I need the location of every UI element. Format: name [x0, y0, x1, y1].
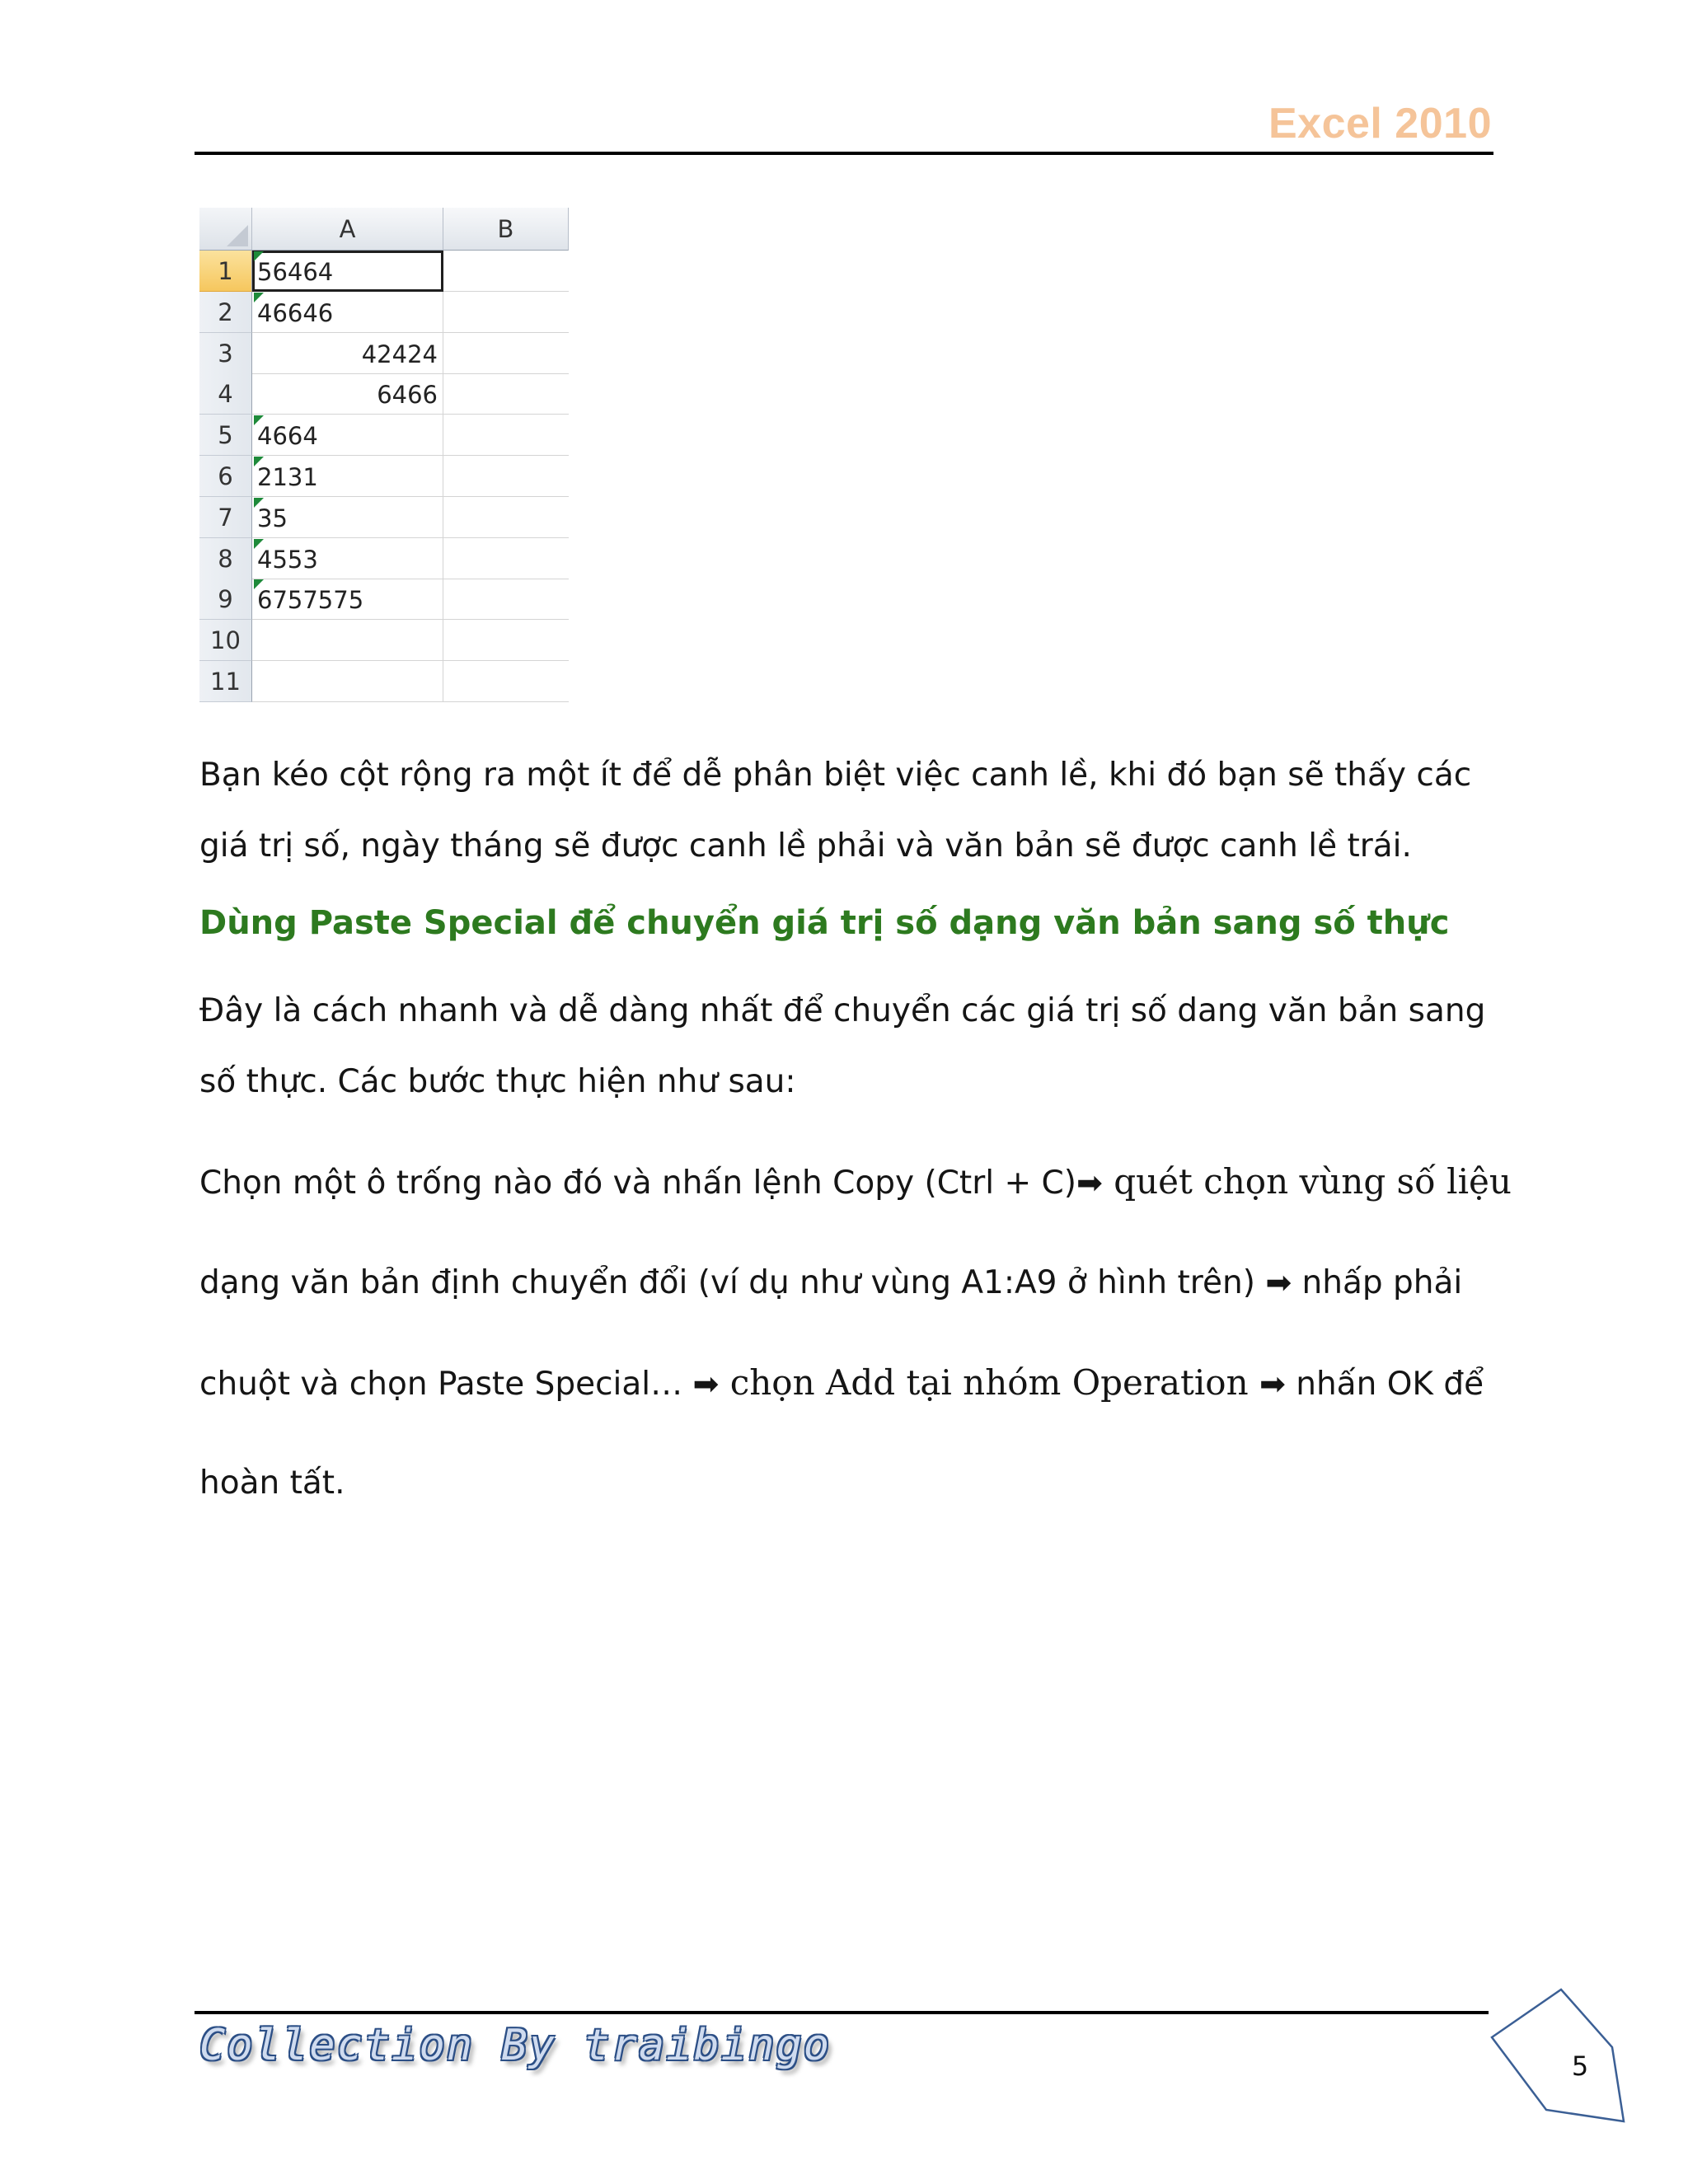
- steps-line-1: [199, 1149, 1518, 1249]
- cell-a: 42424: [252, 333, 443, 374]
- row-header: 7: [199, 497, 252, 538]
- arrow-right-icon: ➡: [1265, 1264, 1292, 1301]
- header-divider: [195, 152, 1493, 155]
- cell-b: [443, 373, 569, 415]
- cell-a: 46646: [252, 292, 443, 333]
- text-number-indicator-icon: [254, 498, 264, 508]
- steps-line-2: [199, 1249, 1518, 1350]
- row-header: 10: [199, 620, 252, 661]
- row-header: 9: [199, 579, 252, 620]
- steps-text-serif: chọn Add tại nhóm Operation: [719, 1362, 1259, 1403]
- select-all-corner: [199, 208, 252, 251]
- arrow-right-icon: ➡: [1076, 1165, 1103, 1201]
- sheet-row: [199, 251, 569, 292]
- steps-paragraph: [199, 1149, 1518, 1516]
- arrow-right-icon: ➡: [1259, 1366, 1286, 1402]
- row-header: 1: [199, 251, 252, 292]
- cell-b: [443, 333, 569, 374]
- section-heading-paste-special: Dùng Paste Special để chuyển giá trị số dạng văn bản sang số thực: [199, 904, 1450, 942]
- steps-text: dạng văn bản định chuyển đổi (ví dụ như vùng A1:A9 ở hình trên): [199, 1264, 1266, 1301]
- sheet-row: [199, 538, 569, 579]
- steps-text-serif: quét chọn vùng số liệu: [1102, 1161, 1512, 1202]
- sheet-row: [199, 579, 569, 620]
- sheet-row: [199, 373, 569, 415]
- document-header-title: Excel 2010: [1268, 100, 1492, 148]
- paragraph-column-alignment: Bạn kéo cột rộng ra một ít để dễ phân biệt việc canh lề, khi đó bạn sẽ thấy các giá trị số, ngày tháng sẽ được canh lề phải và văn bản sẽ được canh lề trái.: [199, 757, 1472, 865]
- steps-text: hoàn tất.: [199, 1465, 345, 1502]
- steps-text: Chọn một ô trống nào đó và nhấn lệnh Copy (Ctrl + C): [199, 1165, 1077, 1202]
- cell-a: 4553: [252, 538, 443, 579]
- cell-a: 6466: [252, 373, 443, 415]
- row-header: 8: [199, 538, 252, 579]
- text-number-indicator-icon: [254, 579, 264, 589]
- cell-a: 2131: [252, 456, 443, 497]
- steps-line-4: [199, 1451, 1518, 1516]
- sheet-row: [199, 456, 569, 497]
- footer-divider: [195, 2011, 1489, 2014]
- sheet-row: [199, 292, 569, 333]
- sheet-row: [199, 497, 569, 538]
- steps-text: chuột và chọn Paste Special…: [199, 1366, 693, 1403]
- row-header: 4: [199, 373, 252, 415]
- sheet-row: [199, 415, 569, 456]
- row-header: 3: [199, 333, 252, 374]
- row-header: 5: [199, 415, 252, 456]
- cell-a: 6757575: [252, 579, 443, 620]
- arrow-right-icon: ➡: [692, 1366, 720, 1402]
- text-number-indicator-icon: [254, 457, 264, 466]
- text-number-indicator-icon: [254, 251, 264, 261]
- sheet-row: [199, 661, 569, 702]
- cell-b: [443, 538, 569, 579]
- text-number-indicator-icon: [254, 539, 264, 549]
- cell-b: [443, 661, 569, 702]
- spreadsheet-screenshot: [199, 208, 569, 702]
- cell-a: [252, 620, 443, 661]
- cell-a: [252, 661, 443, 702]
- cell-b: [443, 579, 569, 620]
- row-header: 2: [199, 292, 252, 333]
- row-header: 6: [199, 456, 252, 497]
- text-number-indicator-icon: [254, 293, 264, 302]
- row-header: 11: [199, 661, 252, 702]
- steps-line-3: [199, 1350, 1518, 1451]
- sheet-row: [199, 333, 569, 374]
- cell-b: [443, 415, 569, 456]
- cell-b: [443, 251, 569, 292]
- sheet-row: [199, 620, 569, 661]
- column-header-b: B: [443, 208, 569, 251]
- cell-b: [443, 620, 569, 661]
- cell-a: 56464: [252, 251, 443, 292]
- steps-text: nhấp phải: [1292, 1264, 1463, 1301]
- text-number-indicator-icon: [254, 415, 264, 425]
- page-number-pentagon-icon: [1489, 1986, 1627, 2126]
- cell-b: [443, 292, 569, 333]
- column-header-a: A: [252, 208, 443, 251]
- cell-b: [443, 456, 569, 497]
- cell-a: 4664: [252, 415, 443, 456]
- steps-text: nhấn OK để: [1285, 1366, 1484, 1403]
- paragraph-intro: Đây là cách nhanh và dễ dàng nhất để chuyển các giá trị số dang văn bản sang số thực. Các bước thực hiện như sau:: [199, 992, 1486, 1100]
- cell-b: [443, 497, 569, 538]
- cell-a: 35: [252, 497, 443, 538]
- page-number: 5: [1571, 2050, 1589, 2082]
- footer-credit: Collection By traibingo: [199, 2021, 832, 2070]
